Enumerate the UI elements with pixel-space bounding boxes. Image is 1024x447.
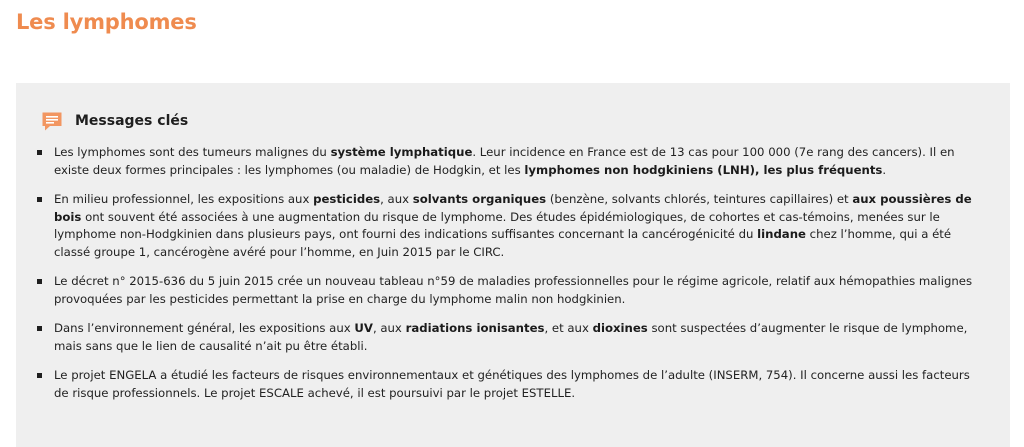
page-title: Les lymphomes (16, 10, 197, 34)
emphasized-text: radiations ionisantes (405, 321, 545, 335)
bullet-icon (37, 279, 42, 284)
message-text: Le projet ENGELA a étudié les facteurs de risques environnementaux et génétiques des lymphomes de l’adulte (INSERM, 754). Il concerne aussi les facteurs de risque professionnels. Le projet ESCALE achevé, il est poursuivi par le projet ESTELLE. (54, 368, 970, 400)
emphasized-text: pesticides (313, 192, 381, 206)
key-message-item (36, 144, 976, 179)
key-message-item (36, 273, 976, 308)
message-text: (benzène, solvants chlorés, teintures capillaires) et (546, 192, 853, 206)
bullet-icon (37, 150, 42, 155)
emphasized-text: lindane (757, 227, 806, 241)
emphasized-text: aux poussières de bois (54, 192, 972, 224)
message-text: Les lymphomes sont des tumeurs malignes du (54, 145, 331, 159)
emphasized-text: système lymphatique (330, 145, 473, 159)
key-messages-panel (16, 83, 1010, 447)
key-message-item (36, 367, 976, 402)
emphasized-text: dioxines (592, 321, 648, 335)
bullet-icon (37, 373, 42, 378)
key-messages-header (40, 109, 188, 133)
emphasized-text: UV (354, 321, 373, 335)
key-messages-list (36, 144, 976, 414)
emphasized-text: solvants organiques (412, 192, 547, 206)
message-text: , et aux (544, 321, 593, 335)
message-text: . (882, 162, 887, 177)
message-text: Dans l’environnement général, les expositions aux (54, 321, 355, 335)
message-text: . Leur incidence en France est de 13 cas pour 100 000 (7e rang des cancers). Il en existe deux formes principales : les lymphomes (ou maladie) de Hodgkin, et les (54, 145, 955, 177)
bullet-icon (37, 197, 42, 202)
key-message-item (36, 320, 976, 355)
chat-bubble-icon (40, 109, 64, 133)
emphasized-text: lymphomes non hodgkiniens (LNH), les plus fréquents (524, 162, 883, 177)
key-messages-heading: Messages clés (75, 113, 189, 129)
message-text: , aux (380, 192, 413, 206)
bullet-icon (37, 326, 42, 331)
message-text: chez l’homme, qui a été classé groupe 1, cancérogène avéré pour l’homme, en Juin 2015 par le CIRC. (54, 227, 952, 259)
message-text: Le décret n° 2015-636 du 5 juin 2015 crée un nouveau tableau n°59 de maladies professionnelles pour le régime agricole, relatif aux hémopathies malignes provoquées par les pesticides permettant la prise en charge du lymphome malin non hodgkinien. (54, 274, 973, 306)
message-text: , aux (372, 321, 406, 335)
message-text: En milieu professionnel, les expositions aux (54, 192, 314, 206)
message-text: sont suspectées d’augmenter le risque de lymphome, mais sans que le lien de causalité n’ait pu être établi. (54, 321, 968, 353)
message-text: ont souvent été associées à une augmentation du risque de lymphome. Des études épidémiologiques, de cohortes et cas-témoins, menées sur le lymphome non-Hodgkinien dans plusieurs pays, ont fourni des indications suffisantes concernant la cancérogénicité du (54, 209, 940, 241)
key-message-item (36, 191, 976, 261)
